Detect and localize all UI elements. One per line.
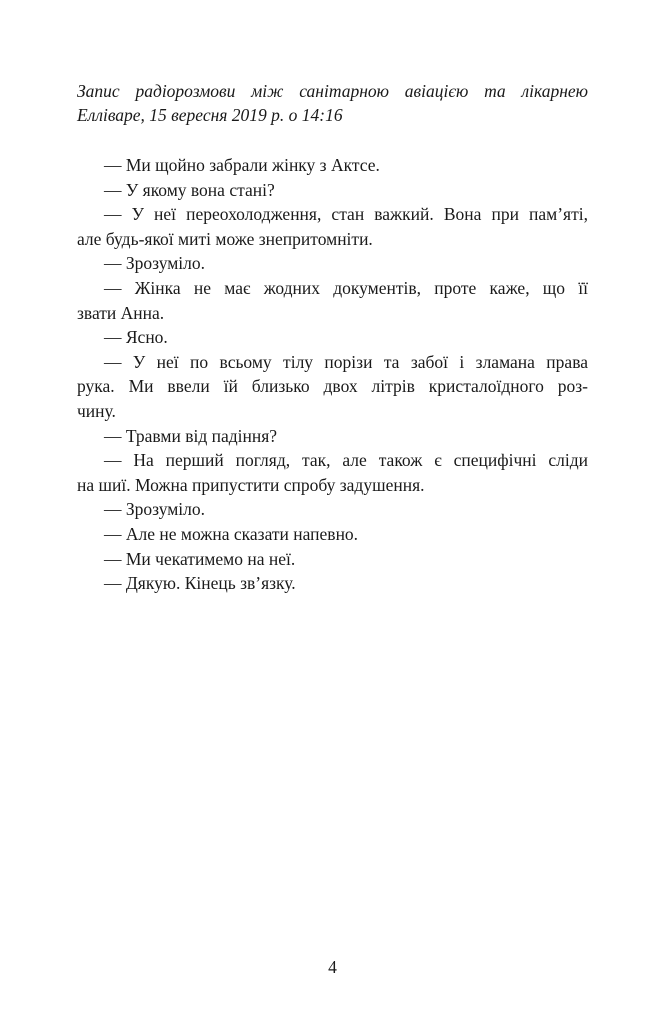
dialogue-line bbox=[77, 276, 588, 325]
dialogue-text-line: — Ясно. bbox=[104, 327, 168, 348]
dialogue-line bbox=[77, 251, 588, 276]
dialogue-text-line: — Зрозуміло. bbox=[104, 253, 206, 274]
dialogue-line bbox=[77, 547, 588, 572]
dialogue-text-line: — Травми від падіння? bbox=[104, 425, 278, 446]
page-number: 4 bbox=[328, 957, 337, 977]
dialogue-text-line: — Але не можна сказати напевно. bbox=[104, 523, 359, 544]
transcript-heading bbox=[77, 79, 588, 127]
dialogue-line bbox=[77, 325, 588, 350]
dialogue-line bbox=[77, 350, 588, 424]
dialogue-text-line: — Жінка не має жодних документів, проте каже, що її bbox=[104, 277, 588, 298]
dialogue-line bbox=[77, 178, 588, 203]
dialogue-line bbox=[77, 571, 588, 596]
heading-line-2: Елліваре, 15 вересня 2019 р. о 14:16 bbox=[77, 105, 343, 125]
dialogue-line bbox=[77, 153, 588, 178]
dialogue-line bbox=[77, 497, 588, 522]
dialogue-text-line: рука. Ми ввели їй близько двох літрів кристалоїдного роз- bbox=[77, 376, 588, 397]
dialogue-text-line: але будь-якої миті може знепритомніти. bbox=[77, 228, 373, 249]
heading-line-1: Запис радіорозмови між санітарною авіацією та лікарнею bbox=[77, 81, 588, 101]
dialogue-line bbox=[77, 448, 588, 497]
dialogue-text-line: — Ми чекатимемо на неї. bbox=[104, 548, 296, 569]
dialogue-text-line: — На перший погляд, так, але також є специфічні сліди bbox=[104, 450, 588, 471]
dialogue-text-line: — Дякую. Кінець зв’язку. bbox=[104, 573, 296, 594]
dialogue-line bbox=[77, 522, 588, 547]
dialogue-text-line: чину. bbox=[77, 400, 116, 421]
dialogue-text-line: — У неї по всьому тілу порізи та забої і зламана права bbox=[104, 351, 588, 372]
dialogue-line bbox=[77, 202, 588, 251]
dialogue-text-line: звати Анна. bbox=[77, 302, 165, 323]
dialogue-text-line: на шиї. Можна припустити спробу задушення. bbox=[77, 474, 425, 495]
dialogue-text-line: — Ми щойно забрали жінку з Актсе. bbox=[104, 155, 380, 175]
dialogue-text-line: — У якому вона стані? bbox=[104, 179, 275, 200]
dialogue-text-line: — У неї переохолодження, стан важкий. Вона при пам’яті, bbox=[104, 204, 588, 225]
dialogue-line bbox=[77, 424, 588, 449]
dialogue-transcript bbox=[77, 153, 588, 596]
dialogue-text-line: — Зрозуміло. bbox=[104, 499, 206, 520]
